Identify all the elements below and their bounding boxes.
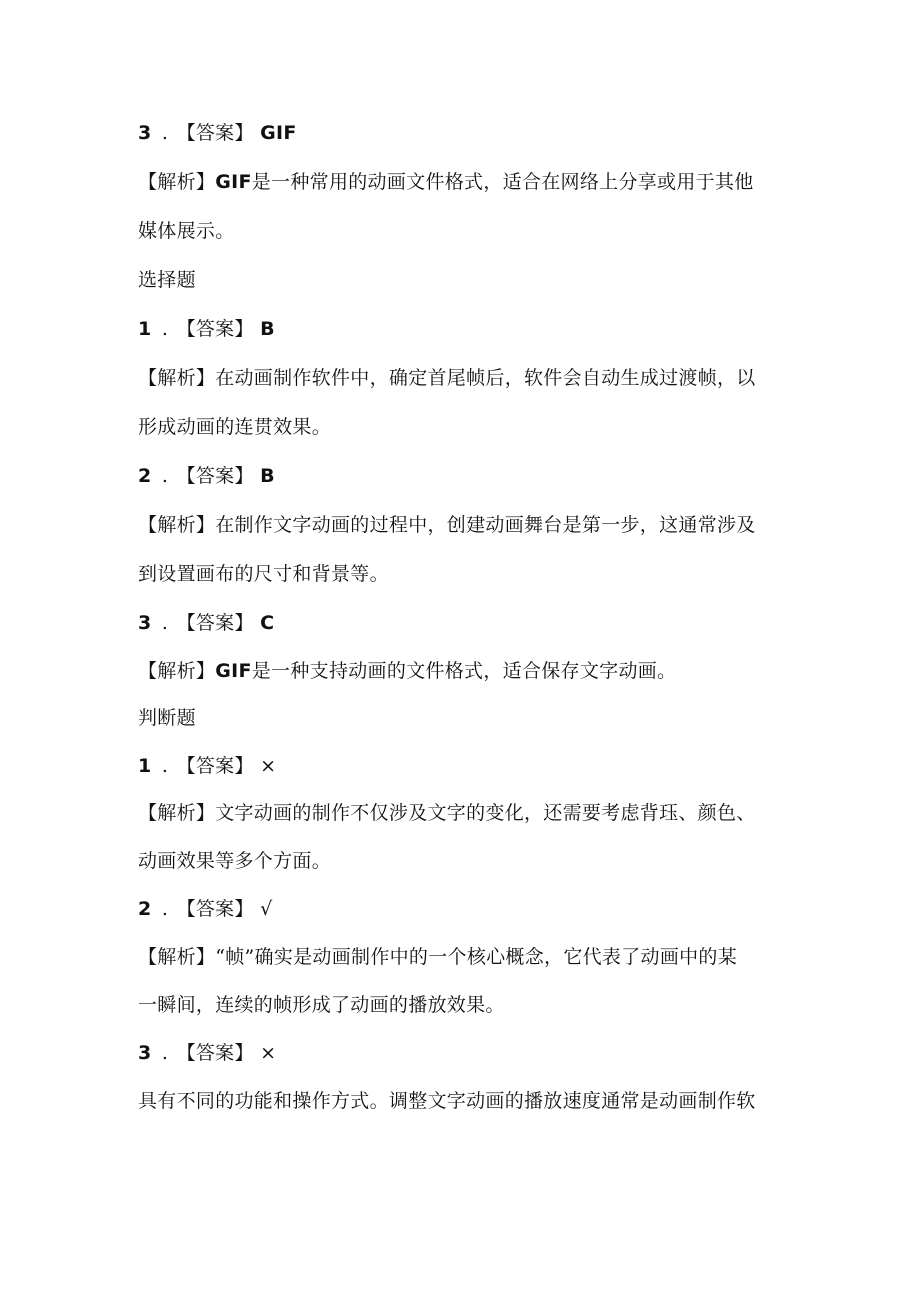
analysis-text: 是一种常用的动画文件格式，适合在网络上分享或用于其他 xyxy=(251,171,754,193)
check-mark: √ xyxy=(260,898,273,920)
item-number: 3 xyxy=(138,612,152,634)
answer-tag: 【答案】 xyxy=(176,898,254,920)
analysis-tag: 【解析】 xyxy=(138,514,216,536)
section-heading xyxy=(138,706,798,730)
analysis-tag: 【解析】 xyxy=(138,367,216,389)
continuation-line xyxy=(138,993,798,1017)
cross-mark: × xyxy=(260,1042,277,1064)
continuation-line xyxy=(138,562,798,586)
answer-tag: 【答案】 xyxy=(176,755,254,777)
analysis-latin: GIF xyxy=(215,660,252,682)
line-text: 动画效果等多个方面。 xyxy=(138,850,332,872)
line-text: 媒体展示。 xyxy=(138,220,235,242)
item-dot: . xyxy=(161,122,169,144)
analysis-text: 文字动画的制作不仅涉及文字的变化，还需要考虑背珏、颜色、 xyxy=(215,802,756,824)
item-dot: . xyxy=(161,755,169,777)
item-dot: . xyxy=(161,898,169,920)
line-text: 到设置画布的尺寸和背景等。 xyxy=(138,563,389,585)
analysis-line xyxy=(138,513,798,537)
analysis-text: 在制作文字动画的过程中，创建动画舞台是第一步，这通常涉及 xyxy=(215,514,756,536)
analysis-line xyxy=(138,945,798,969)
item-number: 3 xyxy=(138,122,152,144)
analysis-text: 在动画制作软件中，确定首尾帧后，软件会自动生成过渡帧，以 xyxy=(215,367,756,389)
line-text: 一瞬间，连续的帧形成了动画的播放效果。 xyxy=(138,994,505,1016)
section-heading xyxy=(138,268,798,292)
answer-tag: 【答案】 xyxy=(176,122,254,144)
analysis-text: 是一种支持动画的文件格式，适合保存文字动画。 xyxy=(251,660,677,682)
answer-line xyxy=(138,464,798,488)
continuation-line xyxy=(138,415,798,439)
answer-line xyxy=(138,121,798,145)
item-number: 1 xyxy=(138,755,152,777)
analysis-tag: 【解析】 xyxy=(138,802,216,824)
answer-line xyxy=(138,754,798,778)
continuation-line xyxy=(138,219,798,243)
analysis-line xyxy=(138,801,798,825)
item-dot: . xyxy=(161,465,169,487)
continuation-line xyxy=(138,1089,798,1113)
answer-value: C xyxy=(260,612,275,634)
item-dot: . xyxy=(161,1042,169,1064)
analysis-latin: GIF xyxy=(215,171,252,193)
analysis-text: “帧”确实是动画制作中的一个核心概念，它代表了动画中的某 xyxy=(215,946,738,968)
answer-line xyxy=(138,317,798,341)
answer-value: GIF xyxy=(260,122,297,144)
answer-tag: 【答案】 xyxy=(176,1042,254,1064)
cross-mark: × xyxy=(260,755,277,777)
line-text: 具有不同的功能和操作方式。调整文字动画的播放速度通常是动画制作软 xyxy=(138,1090,756,1112)
analysis-tag: 【解析】 xyxy=(138,660,216,682)
continuation-line xyxy=(138,849,798,873)
analysis-tag: 【解析】 xyxy=(138,946,216,968)
analysis-line xyxy=(138,659,798,683)
section-title: 判断题 xyxy=(138,707,196,729)
answer-tag: 【答案】 xyxy=(176,612,254,634)
answer-value: B xyxy=(260,465,275,487)
answer-line xyxy=(138,611,798,635)
item-number: 1 xyxy=(138,318,152,340)
answer-tag: 【答案】 xyxy=(176,318,254,340)
analysis-line xyxy=(138,170,798,194)
section-title: 选择题 xyxy=(138,269,196,291)
answer-value: B xyxy=(260,318,275,340)
line-text: 形成动画的连贯效果。 xyxy=(138,416,332,438)
item-dot: . xyxy=(161,612,169,634)
answer-line xyxy=(138,897,798,921)
item-number: 2 xyxy=(138,465,152,487)
answer-line xyxy=(138,1041,798,1065)
item-number: 3 xyxy=(138,1042,152,1064)
analysis-line xyxy=(138,366,798,390)
answer-tag: 【答案】 xyxy=(176,465,254,487)
analysis-tag: 【解析】 xyxy=(138,171,216,193)
item-dot: . xyxy=(161,318,169,340)
item-number: 2 xyxy=(138,898,152,920)
